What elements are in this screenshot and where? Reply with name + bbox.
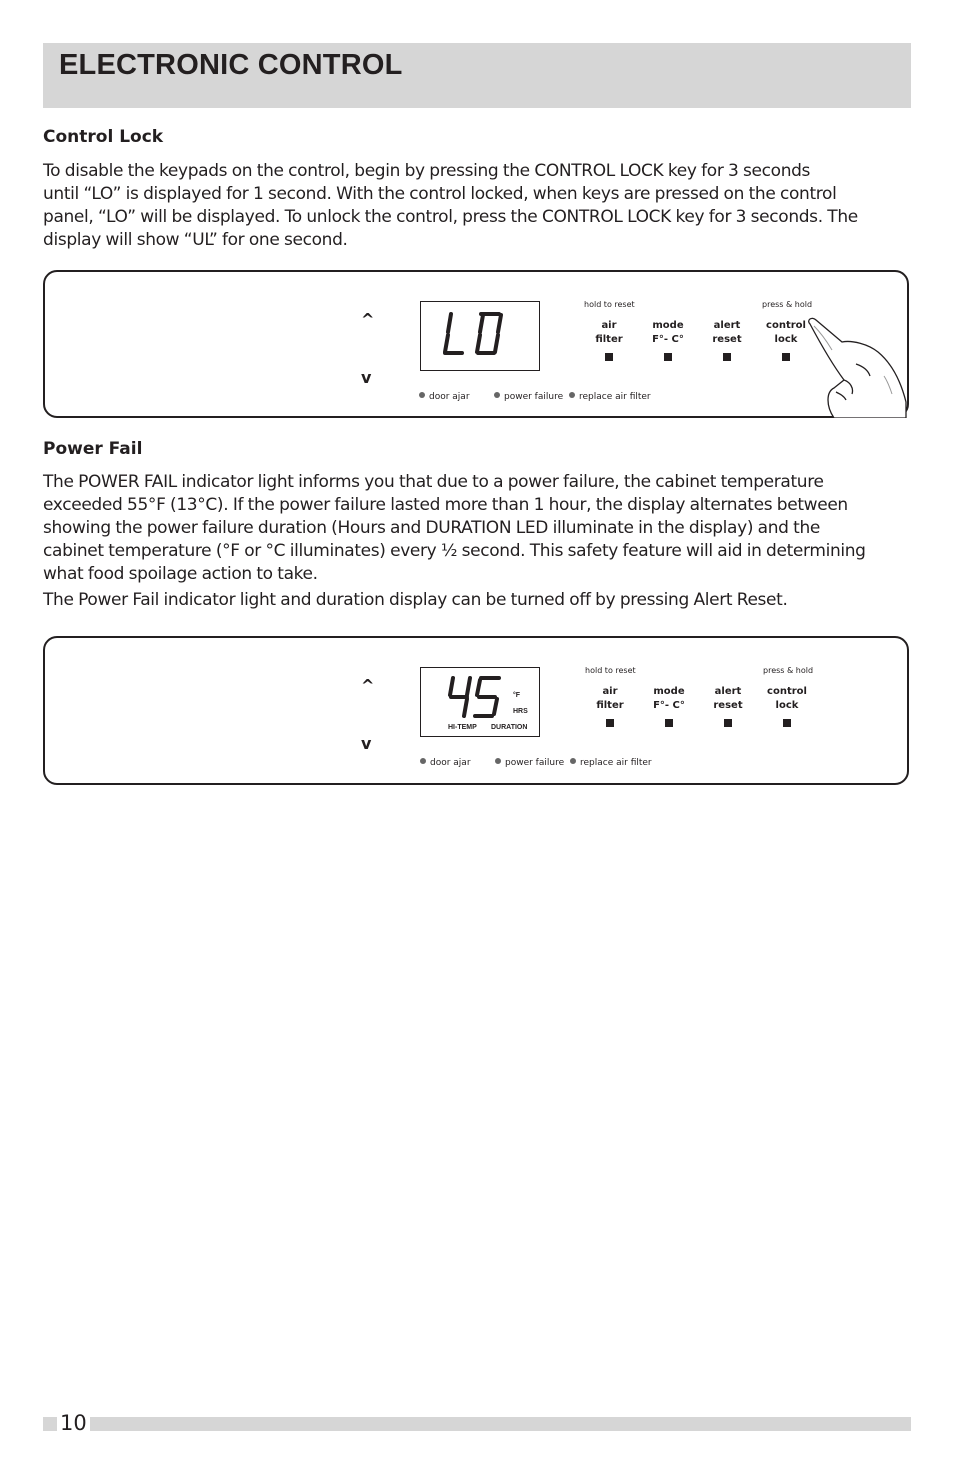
power-fail-paragraph bbox=[43, 471, 913, 586]
power-fail-heading: Power Fail bbox=[43, 439, 143, 459]
indicator-led-icon bbox=[494, 392, 500, 398]
key-square-icon bbox=[724, 719, 732, 727]
indicator-label: door ajar bbox=[429, 392, 470, 402]
indicator-led-icon bbox=[419, 392, 425, 398]
lcd-digits-lo bbox=[421, 302, 538, 369]
control-lock-line: until “LO” is displayed for 1 second. With the control locked, when keys are pressed on the control bbox=[43, 184, 837, 204]
power-fail-line: The POWER FAIL indicator light informs you that due to a power failure, the cabinet temperature bbox=[43, 472, 824, 492]
control-lock-key[interactable] bbox=[757, 685, 817, 727]
key-label-line1: control bbox=[766, 320, 806, 331]
press-and-hold-label: press & hold bbox=[763, 666, 814, 675]
indicator-label: power failure bbox=[505, 758, 565, 768]
indicator-led-icon bbox=[570, 758, 576, 764]
door-ajar-indicator bbox=[419, 392, 470, 402]
key-label-line2: F°- C° bbox=[652, 334, 684, 345]
key-label-line2: filter bbox=[595, 334, 623, 345]
key-label-line1: alert bbox=[713, 320, 741, 331]
section-header bbox=[43, 43, 911, 108]
indicator-label: power failure bbox=[504, 392, 564, 402]
hold-to-reset-label: hold to reset bbox=[585, 666, 636, 675]
control-panel-45 bbox=[43, 636, 909, 785]
indicator-led-icon bbox=[420, 758, 426, 764]
power-fail-paragraph-2: The Power Fail indicator light and duration display can be turned off by pressing Alert Reset. bbox=[43, 590, 788, 610]
key-label-line1: alert bbox=[714, 686, 742, 697]
pressing-finger-icon bbox=[800, 316, 908, 418]
key-label-line2: F°- C° bbox=[653, 700, 685, 711]
key-square-icon bbox=[782, 353, 790, 361]
key-label-line2: reset bbox=[713, 700, 743, 711]
indicator-led-icon bbox=[569, 392, 575, 398]
key-label-line1: control bbox=[767, 686, 807, 697]
up-arrow-icon[interactable]: ^ bbox=[361, 676, 375, 695]
power-failure-indicator bbox=[494, 392, 563, 402]
indicator-led-icon bbox=[495, 758, 501, 764]
key-square-icon bbox=[723, 353, 731, 361]
footer-bar bbox=[43, 1417, 911, 1431]
air-filter-key[interactable] bbox=[579, 319, 639, 361]
lcd-hitemp: HI-TEMP bbox=[448, 724, 477, 731]
power-fail-line: showing the power failure duration (Hours and DURATION LED illuminate in the display) and the bbox=[43, 518, 821, 538]
indicator-label: replace air filter bbox=[579, 392, 651, 402]
control-panel-lo bbox=[43, 270, 909, 418]
key-label-line1: mode bbox=[653, 686, 685, 697]
page-number: 10 bbox=[57, 1410, 90, 1436]
door-ajar-indicator bbox=[420, 758, 471, 768]
lcd-display bbox=[420, 667, 540, 737]
lcd-unit: °F bbox=[513, 692, 521, 699]
page-title: ELECTRONIC CONTROL bbox=[59, 49, 403, 81]
press-and-hold-label: press & hold bbox=[762, 300, 813, 309]
down-arrow-icon[interactable]: v bbox=[361, 734, 372, 753]
control-lock-line: To disable the keypads on the control, begin by pressing the CONTROL LOCK key for 3 seconds bbox=[43, 161, 811, 181]
key-square-icon bbox=[783, 719, 791, 727]
alert-reset-key[interactable] bbox=[697, 319, 757, 361]
indicator-label: replace air filter bbox=[580, 758, 652, 768]
key-square-icon bbox=[605, 353, 613, 361]
down-arrow-icon[interactable]: v bbox=[361, 368, 372, 387]
mode-key[interactable] bbox=[638, 319, 698, 361]
key-label-line2: reset bbox=[712, 334, 742, 345]
key-label-line1: air bbox=[602, 686, 618, 697]
key-square-icon bbox=[664, 353, 672, 361]
lcd-display bbox=[420, 301, 540, 371]
power-fail-line: exceeded 55°F (13°C). If the power failure lasted more than 1 hour, the display alternates between bbox=[43, 495, 848, 515]
replace-air-filter-indicator bbox=[569, 392, 651, 402]
key-square-icon bbox=[606, 719, 614, 727]
key-label-line2: lock bbox=[775, 700, 799, 711]
power-fail-line: cabinet temperature (°F or °C illuminates) every ½ second. This safety feature will aid in determining bbox=[43, 541, 866, 561]
hold-to-reset-label: hold to reset bbox=[584, 300, 635, 309]
lcd-hrs: HRS bbox=[513, 708, 528, 715]
power-fail-line: what food spoilage action to take. bbox=[43, 564, 318, 584]
power-failure-indicator bbox=[495, 758, 564, 768]
key-label-line1: air bbox=[601, 320, 617, 331]
control-lock-paragraph bbox=[43, 160, 913, 252]
key-square-icon bbox=[665, 719, 673, 727]
air-filter-key[interactable] bbox=[580, 685, 640, 727]
indicator-label: door ajar bbox=[430, 758, 471, 768]
key-label-line2: lock bbox=[774, 334, 798, 345]
control-lock-heading: Control Lock bbox=[43, 127, 164, 147]
lcd-duration: DURATION bbox=[491, 724, 528, 731]
control-lock-line: display will show “UL” for one second. bbox=[43, 230, 348, 250]
up-arrow-icon[interactable]: ^ bbox=[361, 310, 375, 329]
key-label-line1: mode bbox=[652, 320, 684, 331]
key-label-line2: filter bbox=[596, 700, 624, 711]
replace-air-filter-indicator bbox=[570, 758, 652, 768]
control-lock-line: panel, “LO” will be displayed. To unlock the control, press the CONTROL LOCK key for 3 seconds. The bbox=[43, 207, 858, 227]
mode-key[interactable] bbox=[639, 685, 699, 727]
alert-reset-key[interactable] bbox=[698, 685, 758, 727]
